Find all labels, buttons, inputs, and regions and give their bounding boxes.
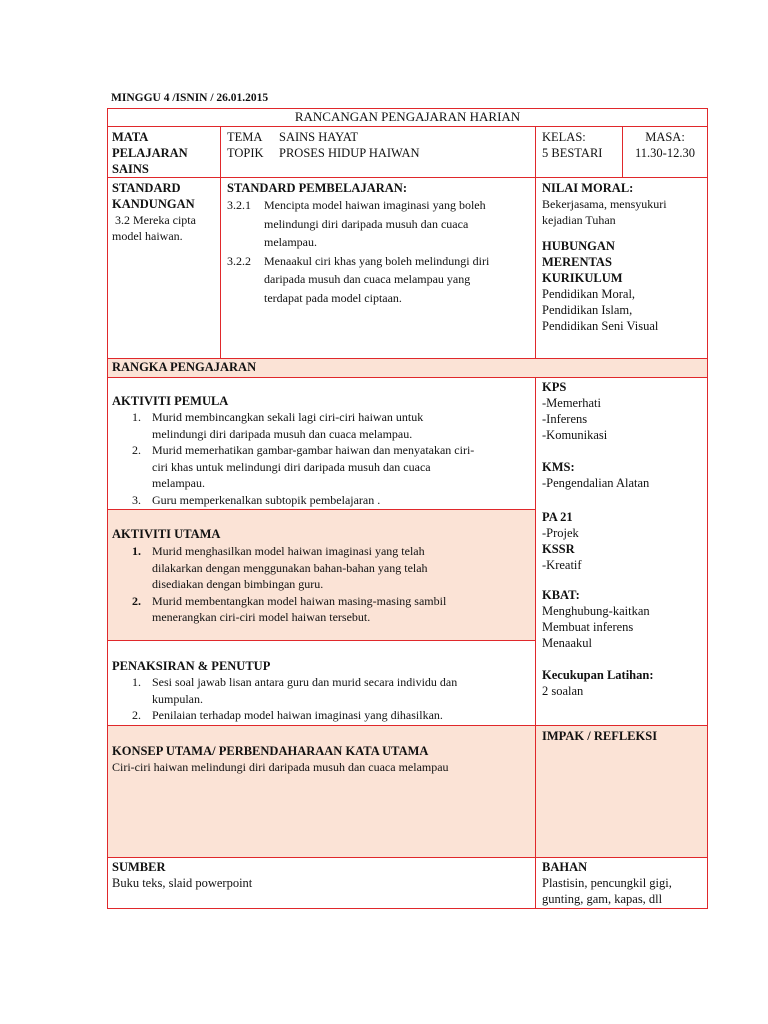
kms-label: KMS: bbox=[542, 460, 575, 474]
subject-label-1: MATA bbox=[112, 130, 149, 144]
impak-label: IMPAK / REFLEKSI bbox=[542, 729, 658, 743]
topik-value: PROSES HIDUP HAIWAN bbox=[279, 146, 420, 160]
utama-item-1: 1. Murid menghasilkan model haiwan imaginasi yang telah dilakarkan dengan menggunakan bahan-bahan yang telah disediakan dengan bimbingan guru. bbox=[132, 544, 428, 591]
sp-item-2-line-3: terdapat pada model ciptaan. bbox=[264, 290, 402, 305]
konsep-cell bbox=[107, 725, 536, 858]
tema-value: SAINS HAYAT bbox=[279, 130, 359, 144]
kecukupan-value: 2 soalan bbox=[542, 684, 584, 698]
subject-label-3: SAINS bbox=[112, 162, 149, 176]
hub-text-3: Pendidikan Seni Visual bbox=[542, 319, 659, 333]
subject-cell bbox=[107, 126, 221, 178]
standard-kandungan-cell bbox=[107, 177, 221, 359]
penaksiran-title: PENAKSIRAN & PENUTUP bbox=[112, 659, 271, 673]
pemula-item-1: 1. Murid membincangkan sekali lagi ciri-ciri haiwan untuk melindungi diri daripada musuh dan cuaca melampau. bbox=[132, 410, 424, 441]
nilai-hubungan-cell bbox=[535, 177, 708, 359]
plan-title: RANCANGAN PENGAJARAN HARIAN bbox=[294, 109, 521, 124]
penaksiran-item-1: 1. Sesi soal jawab lisan antara guru dan murid secara individu dan kumpulan. bbox=[132, 675, 458, 706]
kps-item-2: -Inferens bbox=[542, 412, 588, 426]
kps-item-3: -Komunikasi bbox=[542, 428, 608, 442]
nilai-text-2: kejadian Tuhan bbox=[542, 213, 616, 227]
pemula-title: AKTIVITI PEMULA bbox=[112, 394, 229, 408]
konsep-text: Ciri-ciri haiwan melindungi diri daripada musuh dan cuaca melampau bbox=[112, 760, 449, 774]
impak-cell bbox=[535, 725, 708, 858]
kelas-cell bbox=[535, 126, 623, 178]
kms-item-1: -Pengendalian Alatan bbox=[542, 476, 650, 490]
sp-item-2-num: 3.2.2 bbox=[227, 253, 251, 268]
utama-item-2: 2. Murid membentangkan model haiwan masing-masing sambil menerangkan ciri-ciri model haiwan tersebut. bbox=[132, 593, 447, 624]
kssr-item-1: -Kreatif bbox=[542, 558, 582, 572]
pemula-item-2: 2. Murid memerhatikan gambar-gambar haiwan dan menyatakan ciri- ciri khas untuk melindungi diri daripada musuh dan cuaca melampau. bbox=[132, 443, 475, 490]
nilai-label: NILAI MORAL: bbox=[542, 181, 634, 195]
sp-item-1 bbox=[227, 196, 535, 252]
sumber-text: Buku teks, slaid powerpoint bbox=[112, 876, 253, 890]
tema-topik-cell bbox=[220, 126, 536, 178]
hub-label-3: KURIKULUM bbox=[542, 271, 623, 285]
utama-title: AKTIVITI UTAMA bbox=[112, 527, 221, 541]
kps-item-1: -Memerhati bbox=[542, 396, 602, 410]
konsep-label: KONSEP UTAMA/ PERBENDAHARAAN KATA UTAMA bbox=[112, 744, 429, 758]
masa-label: MASA: bbox=[645, 130, 685, 144]
penaksiran-cell bbox=[107, 640, 536, 726]
sp-item-1-line-2: melindungi diri daripada musuh dan cuaca bbox=[264, 216, 469, 231]
kelas-label: KELAS: bbox=[542, 130, 586, 144]
sp-label: STANDARD PEMBELAJARAN: bbox=[227, 181, 407, 195]
sk-text-2: model haiwan. bbox=[112, 229, 183, 243]
bahan-label: BAHAN bbox=[542, 860, 588, 874]
sp-item-1-num: 3.2.1 bbox=[227, 198, 251, 212]
sumber-cell bbox=[107, 857, 536, 909]
topik-label: TOPIK bbox=[227, 146, 264, 160]
kelas-value: 5 BESTARI bbox=[542, 146, 603, 160]
pa21-label: PA 21 bbox=[542, 510, 573, 524]
sp-item-1-line-1: Mencipta model haiwan imaginasi yang boleh bbox=[264, 198, 486, 212]
week-date: MINGGU 4 /ISNIN / 26.01.2015 bbox=[111, 92, 269, 104]
pa21-item-1: -Projek bbox=[542, 526, 579, 540]
kps-label: KPS bbox=[542, 380, 567, 394]
kecukupan-label: Kecukupan Latihan: bbox=[542, 668, 654, 682]
sumber-label: SUMBER bbox=[112, 860, 166, 874]
sk-text-1: 3.2 Mereka cipta bbox=[112, 213, 196, 227]
kbat-item-2: Membuat inferens bbox=[542, 620, 634, 634]
hub-text-2: Pendidikan Islam, bbox=[542, 303, 633, 317]
hub-text-1: Pendidikan Moral, bbox=[542, 287, 636, 301]
standard-pembelajaran-cell bbox=[220, 177, 536, 359]
hub-label-1: HUBUNGAN bbox=[542, 239, 615, 253]
sp-item-2-line-2: daripada musuh dan cuaca melampau yang bbox=[264, 272, 471, 286]
sk-label-1: STANDARD bbox=[112, 181, 181, 195]
sp-item-2 bbox=[227, 252, 535, 308]
sp-item-1-line-3: melampau. bbox=[264, 235, 317, 249]
sk-label-2: KANDUNGAN bbox=[112, 197, 195, 211]
kbat-label: KBAT: bbox=[542, 588, 580, 602]
sp-item-2-line-1: Menaakul ciri khas yang boleh melindungi diri bbox=[264, 253, 490, 268]
kbat-item-3: Menaakul bbox=[542, 636, 592, 650]
penaksiran-item-2: 2. Penilaian terhadap model haiwan imaginasi yang dihasilkan. bbox=[132, 708, 443, 722]
subject-label-2: PELAJARAN bbox=[112, 146, 188, 160]
plan-title-cell bbox=[107, 108, 708, 127]
bahan-line-2: gunting, gam, kapas, dll bbox=[542, 892, 663, 906]
rangka-label: RANGKA PENGAJARAN bbox=[112, 360, 257, 374]
bahan-line-1: Plastisin, pencungkil gigi, bbox=[542, 876, 672, 890]
kssr-label: KSSR bbox=[542, 542, 575, 556]
aktiviti-utama-cell bbox=[107, 509, 536, 641]
kbat-item-1: Menghubung-kaitkan bbox=[542, 604, 650, 618]
masa-value: 11.30-12.30 bbox=[635, 146, 695, 160]
tema-label: TEMA bbox=[227, 130, 263, 144]
masa-cell bbox=[622, 126, 708, 178]
rangka-cell bbox=[107, 358, 708, 378]
hub-label-2: MERENTAS bbox=[542, 255, 612, 269]
aktiviti-pemula-cell bbox=[107, 377, 536, 510]
bahan-cell bbox=[535, 857, 708, 909]
nilai-text-1: Bekerjasama, mensyukuri bbox=[542, 197, 667, 211]
pemula-item-3: 3. Guru memperkenalkan subtopik pembelajaran . bbox=[132, 492, 381, 507]
kemahiran-cell bbox=[535, 377, 708, 726]
